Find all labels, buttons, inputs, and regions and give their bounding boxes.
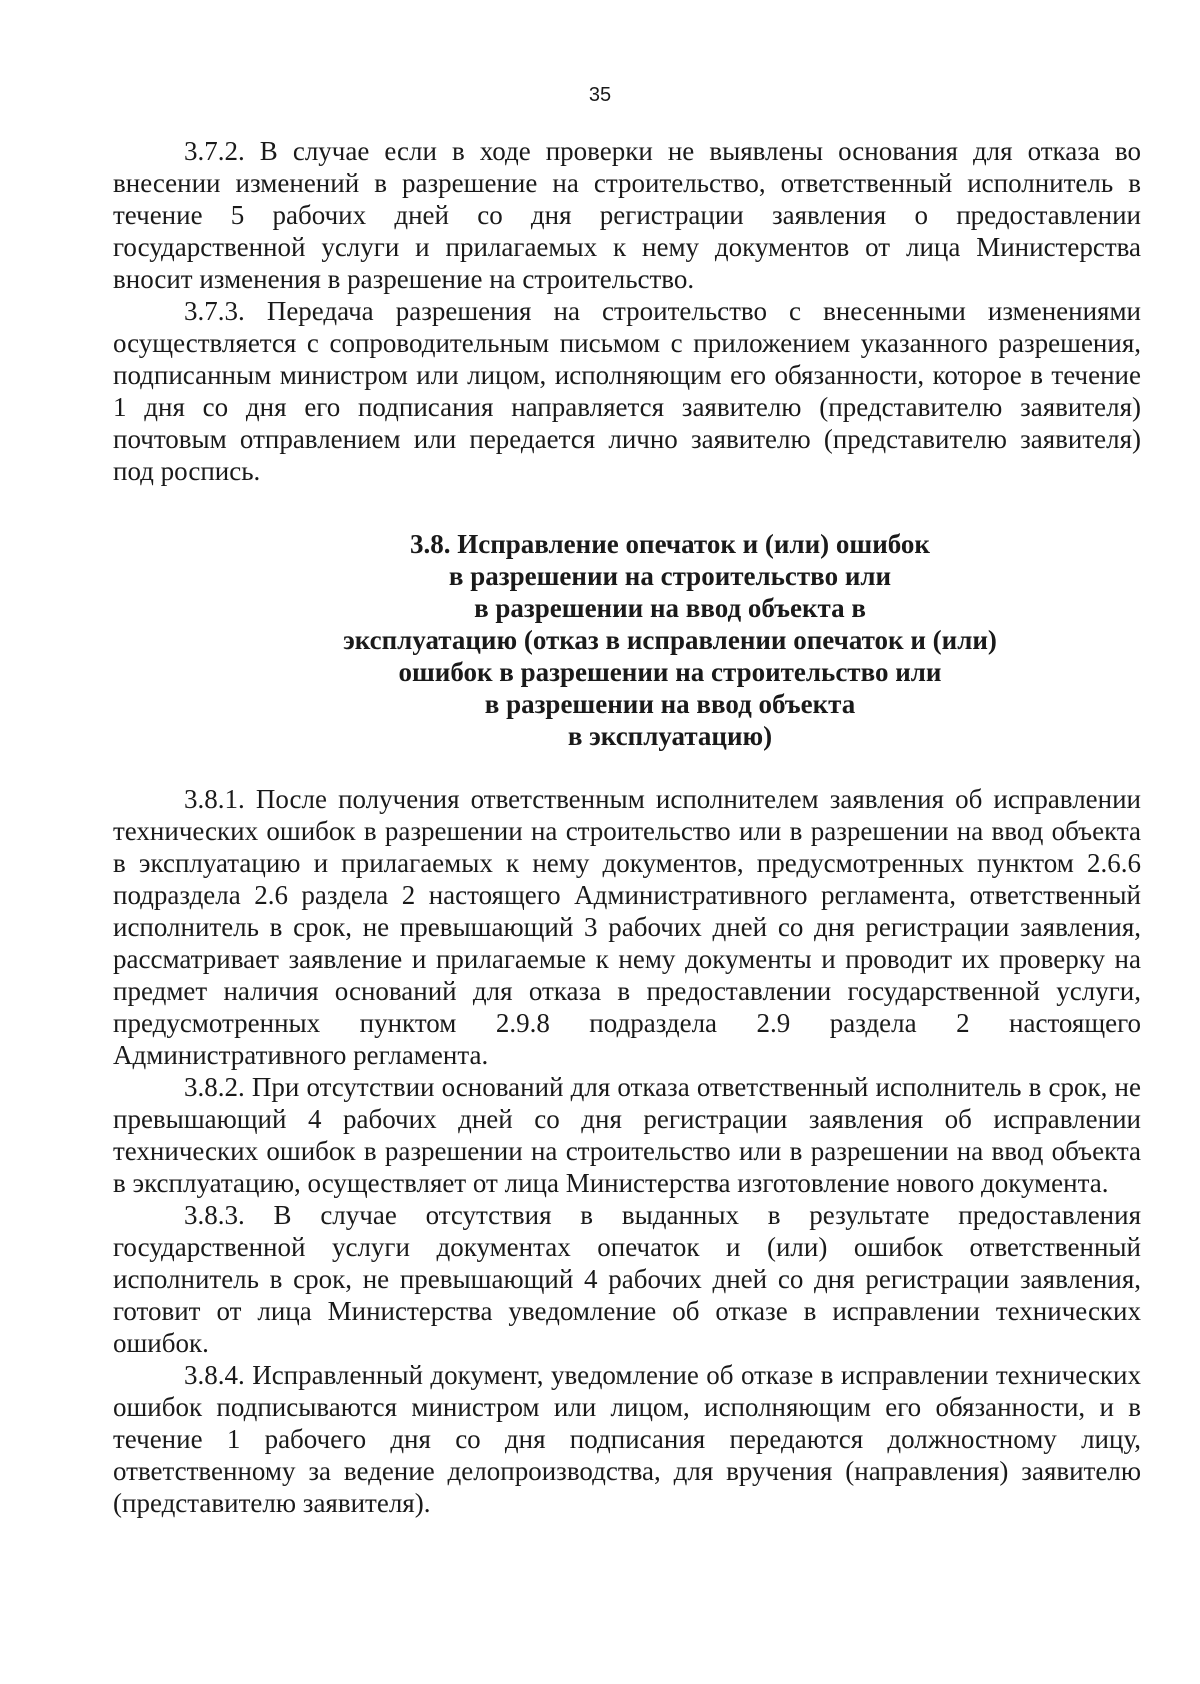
heading-line: в разрешении на строительство или	[448, 561, 892, 591]
heading-line: в разрешении на ввод объекта в	[474, 593, 866, 623]
section-3-8-heading	[250, 528, 1090, 752]
paragraph-3-7-3: 3.7.3. Передача разрешения на строительство с внесенными изменениями осуществляется с сопроводительным письмом с приложением указанного разрешения, подписанным министром или лицом, исполняющим его обязанности, которое в течение 1 дня со дня его подписания направляется заявителю (представителю заявителя) почтовым отправлением или передается лично заявителю (представителю заявителя) под роспись.	[113, 296, 1141, 486]
heading-line: эксплуатацию (отказ в исправлении опечаток и (или)	[343, 625, 997, 655]
heading-line: ошибок в разрешении на строительство или	[398, 657, 942, 687]
section-3-7-text	[113, 135, 1141, 487]
heading-line: в разрешении на ввод объекта	[484, 689, 856, 719]
paragraph-3-8-4: 3.8.4. Исправленный документ, уведомление об отказе в исправлении технических ошибок подписываются министром или лицом, исполняющим его обязанности, и в течение 1 рабочего дня со дня подписания передаются должностному лицу, ответственному за ведение делопроизводства, для вручения (направления) заявителю (представителю заявителя).	[113, 1360, 1141, 1518]
page-number: 35	[588, 84, 612, 106]
paragraph-3-8-2: 3.8.2. При отсутствии оснований для отказа ответственный исполнитель в срок, не превышающий 4 рабочих дней со дня регистрации заявления об исправлении технических ошибок в разрешении на строительство или в разрешении на ввод объекта в эксплуатацию, осуществляет от лица Министерства изготовление нового документа.	[113, 1072, 1141, 1198]
heading-line: 3.8. Исправление опечаток и (или) ошибок	[410, 529, 930, 559]
paragraph-3-8-1: 3.8.1. После получения ответственным исполнителем заявления об исправлении технических ошибок в разрешении на строительство или в разрешении на ввод объекта в эксплуатацию и прилагаемых к нему документов, предусмотренных пунктом 2.6.6 подраздела 2.6 раздела 2 настоящего Административного регламента, ответственный исполнитель в срок, не превышающий 3 рабочих дней со дня регистрации заявления, рассматривает заявление и прилагаемые к нему документы и проводит их проверку на предмет наличия оснований для отказа в предоставлении государственной услуги, предусмотренных пунктом 2.9.8 подраздела 2.9 раздела 2 настоящего Административного регламента.	[113, 784, 1141, 1070]
paragraph-3-8-3: 3.8.3. В случае отсутствия в выданных в результате предоставления государственной услуги документах опечаток и (или) ошибок ответственный исполнитель в срок, не превышающий 4 рабочих дней со дня регистрации заявления, готовит от лица Министерства уведомление об отказе в исправлении технических ошибок.	[113, 1200, 1141, 1358]
heading-line: в эксплуатацию)	[567, 721, 773, 751]
paragraph-3-7-2: 3.7.2. В случае если в ходе проверки не выявлены основания для отказа во внесении изменений в разрешение на строительство, ответственный исполнитель в течение 5 рабочих дней со дня регистрации заявления о предоставлении государственной услуги и прилагаемых к нему документов от лица Министерства вносит изменения в разрешение на строительство.	[113, 136, 1141, 294]
section-3-8-text	[113, 783, 1141, 1519]
